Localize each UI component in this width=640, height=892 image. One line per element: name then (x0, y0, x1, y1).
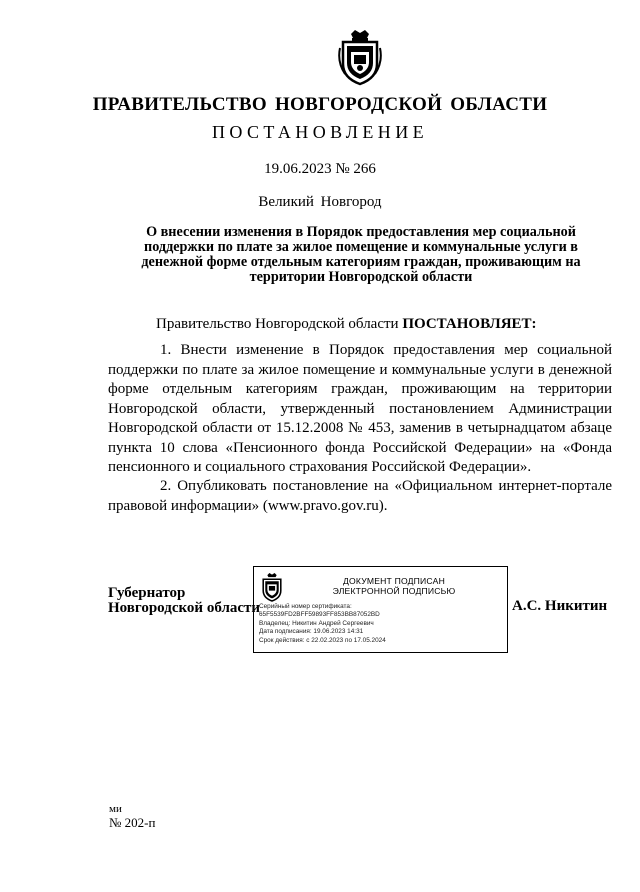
stamp-validity: Срок действия: с 22.02.2023 по 17.05.2024 (259, 636, 386, 644)
footer-doc-number: № 202-п (109, 815, 156, 830)
signatory-post-line1: Губернатор (108, 585, 186, 601)
preamble-resolves: ПОСТАНОВЛЯЕТ: (402, 316, 537, 332)
preamble-text: Правительство Новгородской области (156, 316, 403, 332)
paragraph-2: 2. Опубликовать постановление на «Официальном интернет-портале правовой информации» (www.pravo.gov.ru). (108, 478, 612, 514)
stamp-title (294, 576, 494, 596)
government-title: ПРАВИТЕЛЬСТВО НОВГОРОДСКОЙ ОБЛАСТИ (92, 94, 548, 115)
stamp-serial: 65F5539FD2BFF59893FF853BB87052BD (259, 611, 380, 619)
signatory-name: А.С. Никитин (512, 598, 608, 614)
stamp-serial-label: Серийный номер сертификата: (259, 603, 352, 610)
stamp-owner: Владелец: Никитин Андрей Сергеевич (259, 619, 374, 627)
signatory-post (108, 586, 260, 616)
stamp-title-line1: ДОКУМЕНТ ПОДПИСАН (342, 576, 445, 586)
document-city: Великий Новгород (258, 194, 382, 210)
document-type: ПОСТАНОВЛЕНИЕ (211, 122, 429, 142)
paragraph-1: 1. Внести изменение в Порядок предоставления мер социальной поддержки по плате за жилое помещение и коммунальные услуги в денежной форме отдельным категориям граждан, проживающим на территории Новгородской области, утвержденный постановлением Администрации Новгородской области от 15.12.2008 № 453, заменив в четырнадцатом абзаце пункта 10 слова «Пенсионного фонда Российской Федерации» на «Фонда пенсионного и социального страхования Российской Федерации». (108, 342, 612, 475)
document-subject: О внесении изменения в Порядок предоставления мер социальной поддержки по плате за жилое помещение и коммунальные услуги в денежной форме отдельным категориям граждан, проживающим на территории Новгородской области (141, 224, 581, 285)
executor-initials: ми (109, 803, 122, 815)
electronic-signature-stamp (253, 566, 508, 653)
document-date-number: 19.06.2023 № 266 (264, 161, 376, 177)
signatory-post-line2: Новгородской области (108, 600, 261, 616)
coat-of-arms-icon (260, 572, 284, 602)
stamp-signed-date: Дата подписания: 19.06.2023 14:31 (259, 628, 364, 636)
stamp-title-line2: ЭЛЕКТРОННОЙ ПОДПИСЬЮ (332, 586, 456, 596)
coat-of-arms-icon (337, 28, 383, 86)
stamp-details (259, 603, 505, 645)
preamble (156, 316, 537, 333)
